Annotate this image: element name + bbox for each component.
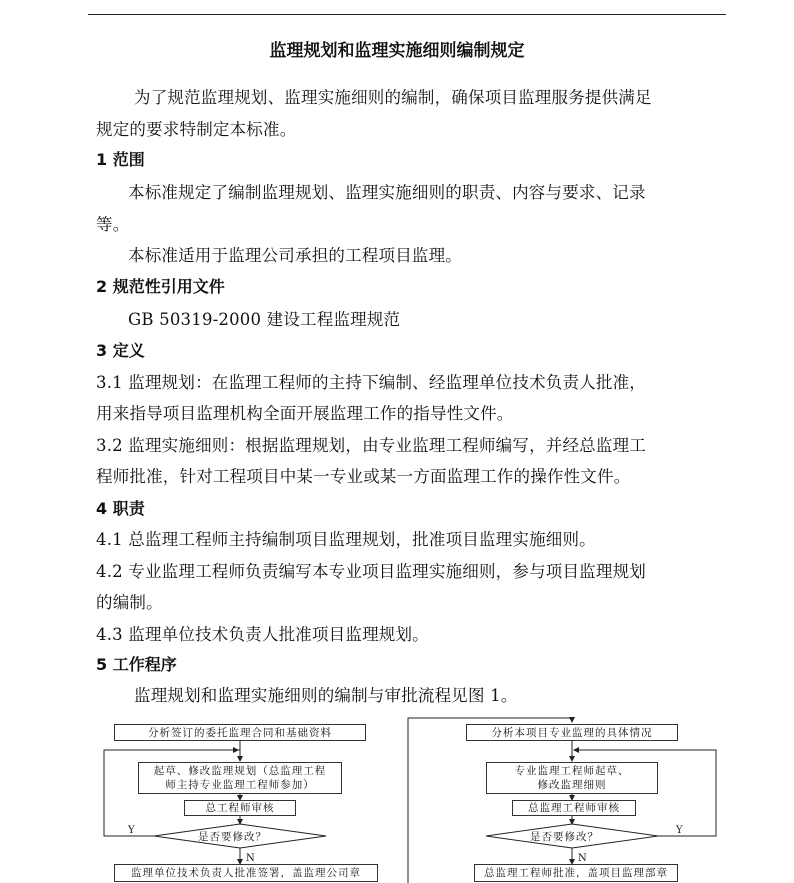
flow-right-decision-label: 是否要修改？ — [530, 831, 599, 843]
flow-right-box-draft-rules-line-1: 专业监理工程师起草、 — [514, 765, 630, 777]
flow-right-yes-label: Y — [676, 825, 683, 836]
intro-line-1: 为了规范监理规划、监理实施细则的编制，确保项目监理服务提供满足 — [134, 88, 652, 107]
intro-line-2: 规定的要求特制定本标准。 — [96, 120, 297, 139]
document-title: 监理规划和监理实施细则编制规定 — [269, 41, 525, 61]
flow-right-box-draft-rules — [486, 762, 658, 794]
responsibility-3: 4.3 监理单位技术负责人批准项目监理规划。 — [96, 625, 429, 644]
responsibility-1: 4.1 总监理工程师主持编制项目监理规划，批准项目监理实施细则。 — [96, 530, 596, 549]
flow-right-box-analyze-situation: 分析本项目专业监理的具体情况 — [466, 724, 678, 741]
flow-left-yes-label: Y — [128, 825, 135, 836]
flow-right-box-draft-rules-line-2: 修改监理细则 — [537, 779, 607, 791]
section-heading-definitions: 3 定义 — [96, 341, 145, 360]
reference-item: GB 50319-2000 建设工程监理规范 — [128, 310, 401, 329]
responsibility-2-line-1: 4.2 专业监理工程师负责编写本专业项目监理实施细则，参与项目监理规划 — [96, 562, 646, 581]
section-heading-responsibilities: 4 职责 — [96, 499, 145, 518]
flow-left-box-draft-plan-line-2: 师主持专业监理工程师参加） — [165, 779, 315, 791]
section-heading-scope: 1 范围 — [96, 150, 145, 169]
section-heading-references: 2 规范性引用文件 — [96, 277, 225, 296]
flow-left-box-analyze-contract: 分析签订的委托监理合同和基础资料 — [114, 724, 366, 741]
flow-right-box-approve-stamp: 总监理工程师批准，盖项目监理部章 — [474, 864, 678, 882]
scope-applicability: 本标准适用于监理公司承担的工程项目监理。 — [128, 246, 462, 265]
top-rule — [88, 14, 726, 15]
definition-1-line-1: 3.1 监理规划：在监理工程师的主持下编制、经监理单位技术负责人批准， — [96, 373, 646, 392]
section-heading-procedure: 5 工作程序 — [96, 655, 177, 674]
scope-para-line-2: 等。 — [96, 215, 130, 234]
flow-left-box-approve-sign: 监理单位技术负责人批准签署，盖监理公司章 — [114, 864, 378, 882]
flow-left-decision-label: 是否要修改？ — [198, 831, 267, 843]
flow-left-box-chief-review: 总工程师审核 — [184, 800, 296, 816]
flow-right-no-label: N — [578, 853, 587, 864]
responsibility-2-line-2: 的编制。 — [96, 593, 163, 612]
definition-2-line-2: 程师批准，针对工程项目中某一专业或某一方面监理工作的操作性文件。 — [96, 467, 631, 486]
definition-2-line-1: 3.2 监理实施细则：根据监理规划，由专业监理工程师编写，并经总监理工 — [96, 436, 646, 455]
procedure-para: 监理规划和监理实施细则的编制与审批流程见图 1。 — [134, 686, 518, 705]
flow-left-box-draft-plan-line-1: 起草、修改监理规划（总监理工程 — [153, 765, 327, 777]
scope-para-line-1: 本标准规定了编制监理规划、监理实施细则的职责、内容与要求、记录 — [128, 183, 646, 202]
flow-left-no-label: N — [246, 853, 255, 864]
flow-left-box-draft-plan — [138, 762, 342, 794]
flow-right-box-director-review: 总监理工程师审核 — [512, 800, 636, 816]
definition-1-line-2: 用来指导项目监理机构全面开展监理工作的指导性文件。 — [96, 404, 514, 423]
